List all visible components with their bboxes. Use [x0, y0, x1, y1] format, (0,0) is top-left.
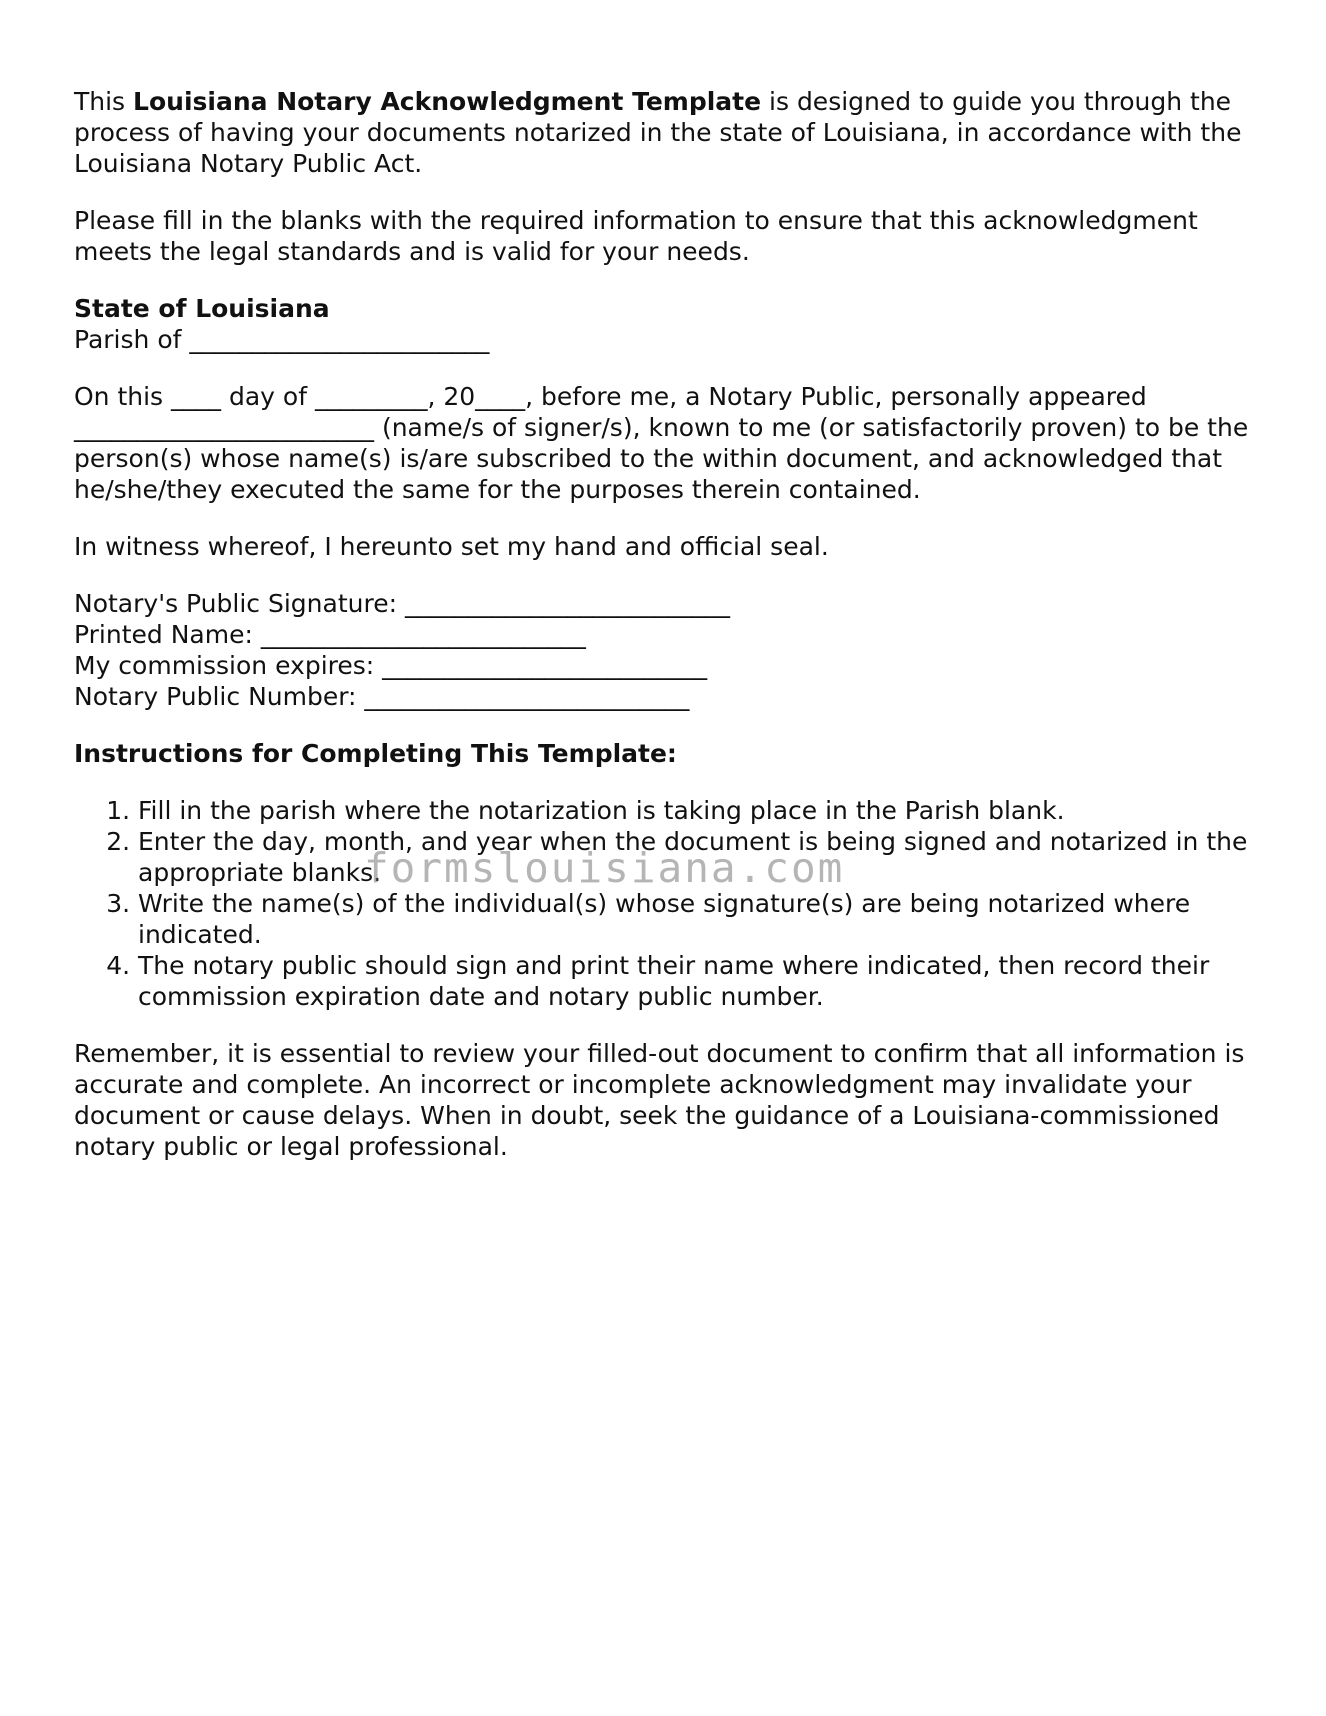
list-item: 1. Fill in the parish where the notarization is taking place in the Parish blank.: [138, 795, 1264, 826]
commission-expires-field: My commission expires: __________________________: [74, 651, 708, 680]
notary-fields-block: [74, 588, 1264, 712]
watermark: formslouisiana.com: [364, 844, 845, 892]
witness-paragraph: In witness whereof, I hereunto set my hand and official seal.: [74, 532, 829, 561]
notary-number-field: Notary Public Number: __________________________: [74, 682, 690, 711]
fill-instructions-paragraph: Please fill in the blanks with the required information to ensure that this acknowledgment meets the legal standards and is valid for your needs.: [74, 206, 1198, 266]
document-body: [74, 86, 1264, 1188]
intro-title: Louisiana Notary Acknowledgment Template: [133, 87, 762, 116]
parish-line: Parish of ________________________: [74, 325, 490, 354]
list-item: 3. Write the name(s) of the individual(s) whose signature(s) are being notarized where indicated.: [138, 888, 1264, 950]
acknowledgment-paragraph: On this ____ day of _________, 20____, before me, a Notary Public, personally appeared ________________________ (name/s of signer/s), known to me (or satisfactorily proven) to be the person(s) whose name(s) is/are subscribed to the within document, and acknowledged that he/she/they executed the same for the purposes therein contained.: [74, 382, 1249, 504]
notary-signature-field: Notary's Public Signature: __________________________: [74, 589, 730, 618]
intro-suffix: is designed to guide you through the process of having your documents notarized in the state of Louisiana, in accordance with the Louisiana Notary Public Act.: [74, 87, 1242, 178]
venue-block: [74, 293, 1264, 355]
list-item: 4. The notary public should sign and print their name where indicated, then record their commission expiration date and notary public number.: [138, 950, 1264, 1012]
closing-paragraph: Remember, it is essential to review your filled-out document to confirm that all information is accurate and complete. An incorrect or incomplete acknowledgment may invalidate your document or cause delays. When in doubt, seek the guidance of a Louisiana-commissioned notary public or legal professional.: [74, 1039, 1245, 1161]
instructions-heading: Instructions for Completing This Template:: [74, 739, 677, 768]
state-heading: State of Louisiana: [74, 294, 330, 323]
intro-prefix: This: [74, 87, 134, 116]
list-item: 2. Enter the day, month, and year when the document is being signed and notarized in the appropriate blanks.: [138, 826, 1264, 888]
printed-name-field: Printed Name: __________________________: [74, 620, 586, 649]
instructions-list: [74, 795, 1264, 1012]
intro-paragraph: [74, 86, 1264, 179]
